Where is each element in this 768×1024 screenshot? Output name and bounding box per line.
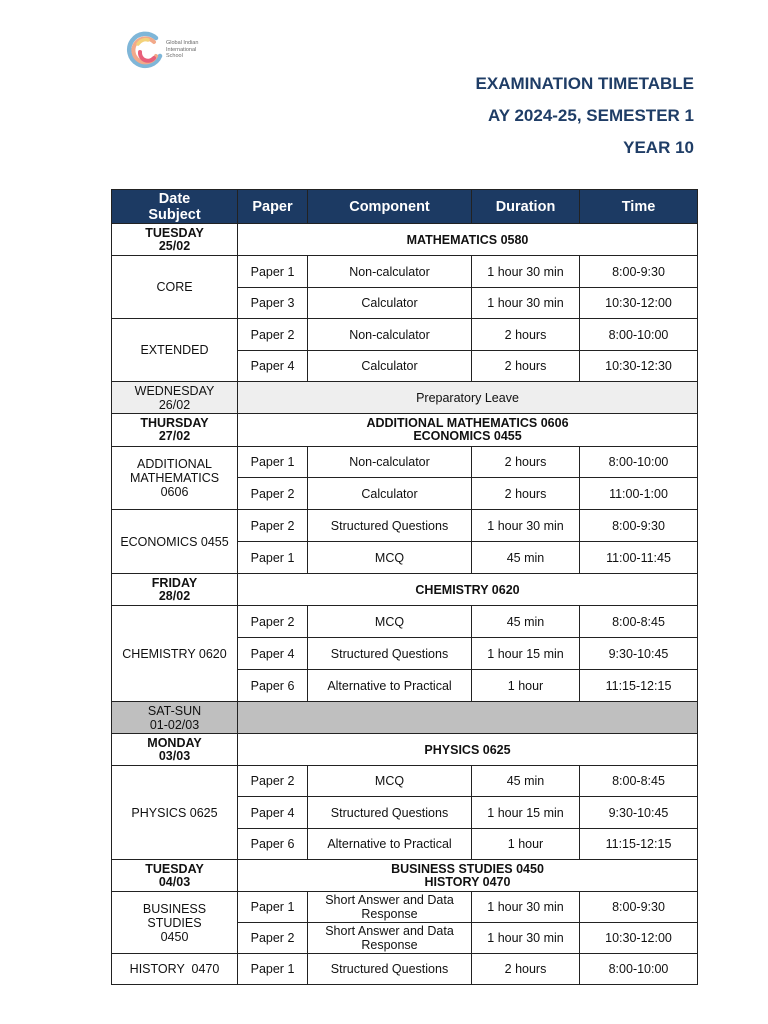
paper-cell: Paper 4 (238, 638, 308, 670)
time-cell: 10:30-12:30 (580, 351, 698, 382)
time-cell: 8:00-10:00 (580, 954, 698, 985)
time-cell: 8:00-10:00 (580, 447, 698, 478)
paper-cell: Paper 1 (238, 892, 308, 923)
duration-cell: 45 min (472, 766, 580, 797)
table-row (112, 256, 698, 288)
paper-cell: Paper 1 (238, 447, 308, 478)
day-date-cell: TUESDAY 04/03 (112, 860, 238, 892)
component-cell: Structured Questions (308, 797, 472, 829)
weekend-note (238, 702, 698, 734)
day-date-cell: TUESDAY 25/02 (112, 224, 238, 256)
paper-cell: Paper 2 (238, 766, 308, 797)
day-row (112, 702, 698, 734)
paper-cell: Paper 2 (238, 923, 308, 954)
paper-cell: Paper 4 (238, 351, 308, 382)
duration-cell: 1 hour 30 min (472, 510, 580, 542)
paper-cell: Paper 1 (238, 542, 308, 574)
document-header (476, 74, 694, 170)
component-cell: Non-calculator (308, 447, 472, 478)
table-row (112, 892, 698, 923)
duration-cell: 1 hour 30 min (472, 892, 580, 923)
day-subject-heading: BUSINESS STUDIES 0450 HISTORY 0470 (238, 860, 698, 892)
component-cell: MCQ (308, 606, 472, 638)
duration-cell: 1 hour (472, 670, 580, 702)
day-date-cell: THURSDAY 27/02 (112, 414, 238, 447)
year-level: YEAR 10 (623, 138, 694, 157)
paper-cell: Paper 2 (238, 319, 308, 351)
duration-cell: 2 hours (472, 478, 580, 510)
exam-timetable (111, 189, 698, 985)
paper-cell: Paper 2 (238, 510, 308, 542)
component-cell: Structured Questions (308, 954, 472, 985)
time-cell: 8:00-9:30 (580, 256, 698, 288)
table-row (112, 766, 698, 797)
subject-cell: BUSINESS STUDIES 0450 (112, 892, 238, 954)
component-cell: Calculator (308, 288, 472, 319)
school-logo (126, 30, 246, 74)
day-row (112, 574, 698, 606)
component-cell: Short Answer and Data Response (308, 923, 472, 954)
duration-cell: 2 hours (472, 954, 580, 985)
component-cell: Calculator (308, 478, 472, 510)
paper-cell: Paper 6 (238, 829, 308, 860)
component-cell: Calculator (308, 351, 472, 382)
time-cell: 8:00-8:45 (580, 606, 698, 638)
paper-cell: Paper 6 (238, 670, 308, 702)
day-date-cell: FRIDAY 28/02 (112, 574, 238, 606)
paper-cell: Paper 3 (238, 288, 308, 319)
time-cell: 10:30-12:00 (580, 923, 698, 954)
duration-cell: 1 hour 30 min (472, 256, 580, 288)
component-cell: Short Answer and Data Response (308, 892, 472, 923)
component-cell: Structured Questions (308, 638, 472, 670)
duration-cell: 1 hour (472, 829, 580, 860)
column-header-duration: Duration (472, 190, 580, 224)
paper-cell: Paper 4 (238, 797, 308, 829)
column-header-time: Time (580, 190, 698, 224)
column-header-date-subject: Date Subject (112, 190, 238, 224)
time-cell: 9:30-10:45 (580, 638, 698, 670)
time-cell: 11:15-12:15 (580, 670, 698, 702)
time-cell: 11:15-12:15 (580, 829, 698, 860)
component-cell: Alternative to Practical (308, 829, 472, 860)
table-row (112, 606, 698, 638)
table-row (112, 447, 698, 478)
component-cell: Non-calculator (308, 319, 472, 351)
academic-term: AY 2024-25, SEMESTER 1 (487, 106, 694, 125)
duration-cell: 1 hour 15 min (472, 638, 580, 670)
subject-cell: ADDITIONAL MATHEMATICS 0606 (112, 447, 238, 510)
table-row (112, 954, 698, 985)
leave-note: Preparatory Leave (238, 382, 698, 414)
day-row (112, 382, 698, 414)
header-row (112, 190, 698, 224)
day-subject-heading: ADDITIONAL MATHEMATICS 0606 ECONOMICS 0455 (238, 414, 698, 447)
time-cell: 8:00-9:30 (580, 892, 698, 923)
table-row (112, 510, 698, 542)
day-subject-heading: CHEMISTRY 0620 (238, 574, 698, 606)
duration-cell: 2 hours (472, 319, 580, 351)
duration-cell: 45 min (472, 606, 580, 638)
day-date-cell: MONDAY 03/03 (112, 734, 238, 766)
time-cell: 9:30-10:45 (580, 797, 698, 829)
day-row (112, 734, 698, 766)
component-cell: Alternative to Practical (308, 670, 472, 702)
duration-cell: 1 hour 30 min (472, 923, 580, 954)
column-header-component: Component (308, 190, 472, 224)
subject-cell: HISTORY 0470 (112, 954, 238, 985)
duration-cell: 45 min (472, 542, 580, 574)
subject-cell: PHYSICS 0625 (112, 766, 238, 860)
duration-cell: 2 hours (472, 447, 580, 478)
document-title: EXAMINATION TIMETABLE (475, 74, 694, 93)
paper-cell: Paper 2 (238, 606, 308, 638)
column-header-paper: Paper (238, 190, 308, 224)
paper-cell: Paper 1 (238, 954, 308, 985)
day-subject-heading: MATHEMATICS 0580 (238, 224, 698, 256)
component-cell: MCQ (308, 542, 472, 574)
day-subject-heading: PHYSICS 0625 (238, 734, 698, 766)
time-cell: 10:30-12:00 (580, 288, 698, 319)
time-cell: 8:00-8:45 (580, 766, 698, 797)
subject-cell: ECONOMICS 0455 (112, 510, 238, 574)
day-row (112, 414, 698, 447)
day-date-cell: SAT-SUN 01-02/03 (112, 702, 238, 734)
duration-cell: 1 hour 15 min (472, 797, 580, 829)
component-cell: MCQ (308, 766, 472, 797)
subject-cell: CHEMISTRY 0620 (112, 606, 238, 702)
paper-cell: Paper 1 (238, 256, 308, 288)
time-cell: 11:00-11:45 (580, 542, 698, 574)
time-cell: 8:00-9:30 (580, 510, 698, 542)
subject-cell: EXTENDED (112, 319, 238, 382)
component-cell: Structured Questions (308, 510, 472, 542)
day-row (112, 860, 698, 892)
logo-text: Global Indian International School (166, 40, 199, 59)
time-cell: 8:00-10:00 (580, 319, 698, 351)
logo-icon (126, 30, 166, 70)
time-cell: 11:00-1:00 (580, 478, 698, 510)
day-row (112, 224, 698, 256)
subject-cell: CORE (112, 256, 238, 319)
component-cell: Non-calculator (308, 256, 472, 288)
paper-cell: Paper 2 (238, 478, 308, 510)
duration-cell: 2 hours (472, 351, 580, 382)
table-row (112, 319, 698, 351)
duration-cell: 1 hour 30 min (472, 288, 580, 319)
day-date-cell: WEDNESDAY 26/02 (112, 382, 238, 414)
